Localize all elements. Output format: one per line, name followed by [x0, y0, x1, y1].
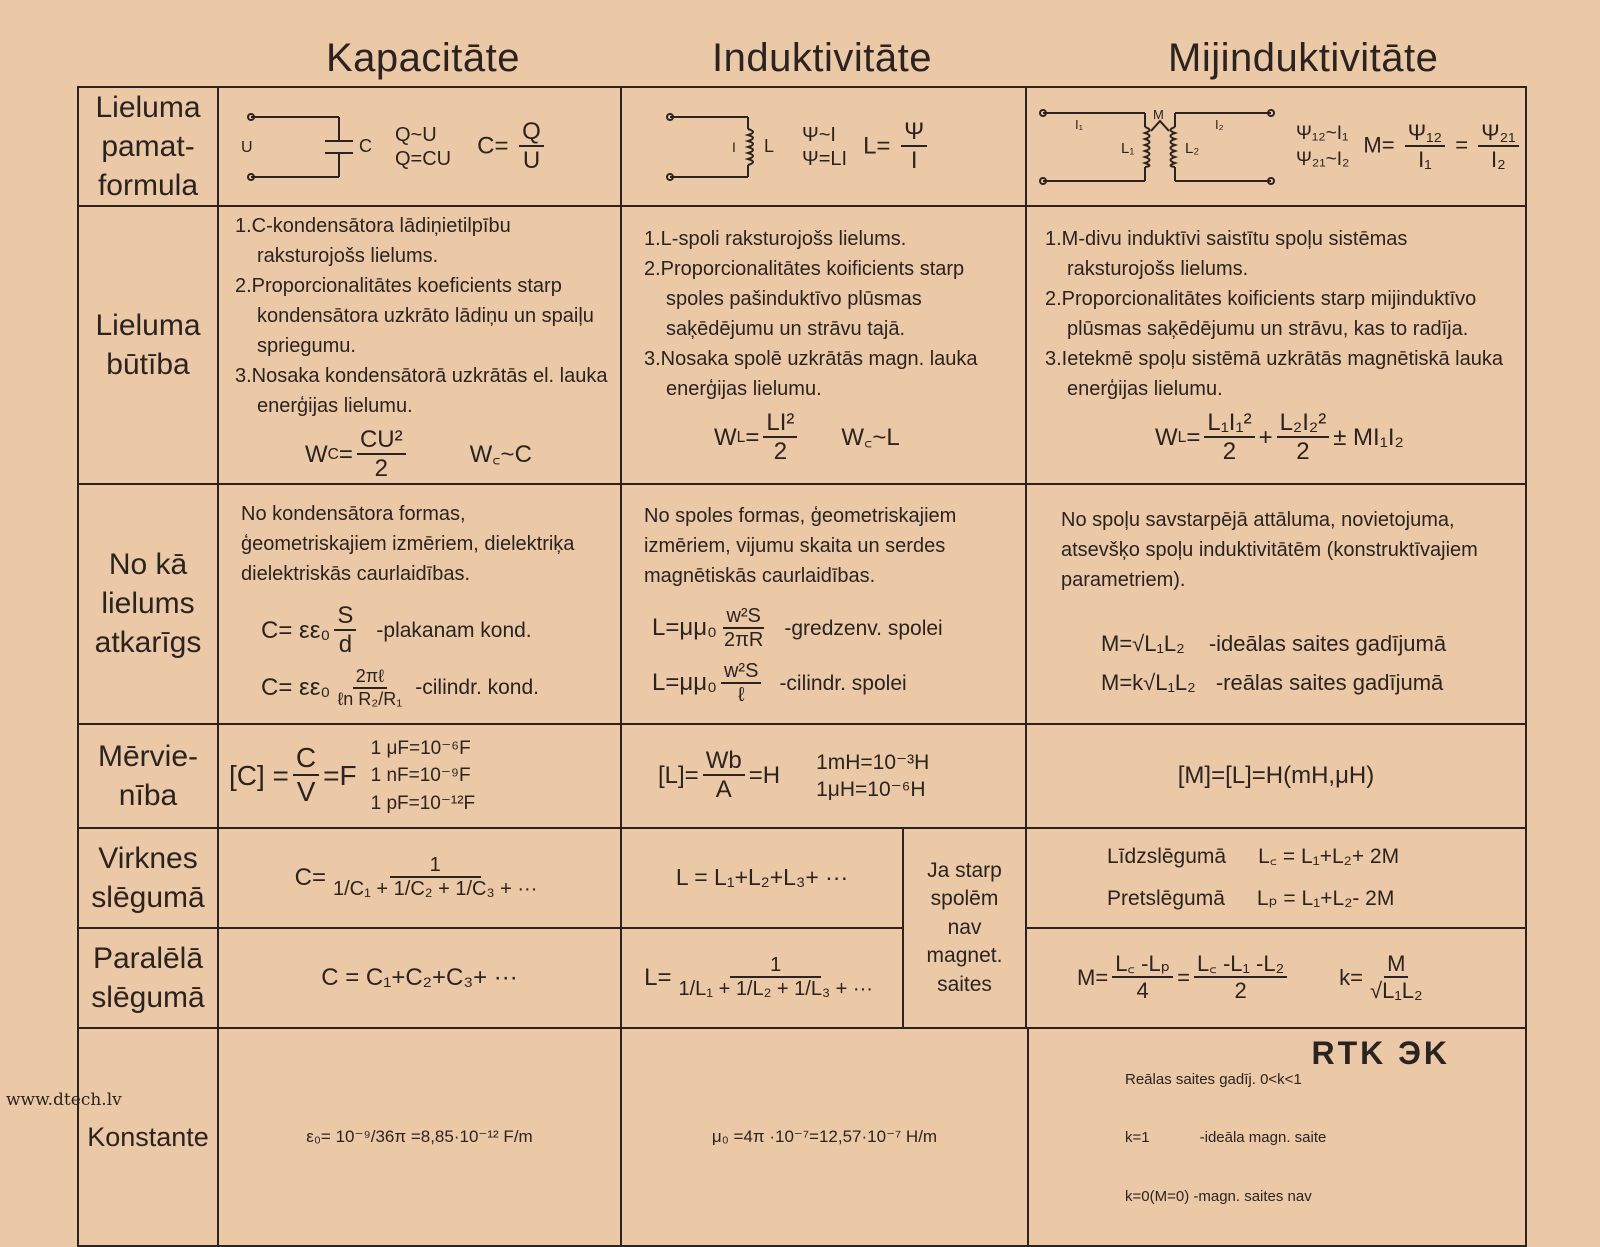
mut-formula-eq: =	[1455, 132, 1469, 158]
voltage-label: U	[241, 138, 253, 156]
ind-energy-sub: L	[736, 429, 746, 447]
row-series	[78, 828, 1526, 928]
mut-formula-cell	[1026, 87, 1526, 206]
header-capacitance: Kapacitāte	[326, 36, 521, 80]
mut-energy-num1: L₁I₁²	[1204, 410, 1254, 438]
ind-unit-cell	[621, 724, 1026, 828]
mut-dep-f2: M=k√L₁L₂	[1101, 669, 1196, 695]
mut-m-den1: 4	[1136, 978, 1149, 1004]
mut-energy-den2: 2	[1296, 438, 1310, 466]
mut-unit-cell	[1026, 724, 1526, 828]
ind-parallel-num: 1	[730, 954, 821, 978]
ind-parallel-cell	[621, 928, 903, 1028]
ind-formula-num: Ψ	[901, 119, 927, 147]
row-formula	[78, 87, 1526, 206]
coupling-real: Reālas saites gadīj. 0<k<1	[1125, 1070, 1302, 1088]
cap-essence-2: 2.Proporcionalitātes koeficients starp kondensātora uzkrāto lādiņu un spaiļu spriegumu.	[235, 275, 594, 357]
cap-parallel-cell	[218, 928, 621, 1028]
ind-energy-lhs: W	[714, 423, 737, 451]
cap-dep-f1-den: d	[338, 631, 353, 659]
cap-energy-den: 2	[374, 455, 388, 483]
mut-m-num2: L꜀ -L₁ -L₂	[1194, 952, 1287, 978]
cap-dep-f2-lhs: C= εε₀	[261, 673, 331, 701]
footer-url[interactable]: www.dtech.lv	[6, 1090, 122, 1110]
cap-energy-prop: W꜀~C	[469, 440, 532, 468]
mut-series-opposing: Lₚ = L₁+L₂- 2M	[1256, 886, 1395, 910]
row-depends	[78, 484, 1526, 724]
cap-formula-num: Q	[519, 119, 544, 147]
mut-k-num: M	[1384, 952, 1408, 978]
cap-energy-num: CU²	[357, 427, 406, 455]
ind-depends-cell	[621, 484, 1026, 724]
cap-dep-f1-lhs: C= εε₀	[261, 616, 331, 644]
coupling-ideal: k=1 -ideāla magn. saite	[1125, 1129, 1327, 1147]
ind-dep-f1-den: 2πR	[723, 628, 764, 651]
label-unit: Mērvie-nība	[78, 724, 218, 828]
ind-dep-f2-num: w²S	[721, 660, 761, 684]
ind-dep-f2-den: ℓ	[737, 683, 745, 706]
mut-formula-lhs: M=	[1363, 132, 1395, 158]
mut-formula-num2: Ψ₂₁	[1478, 121, 1518, 147]
cap-unit-den: V	[296, 776, 316, 808]
cap-depends-cell	[218, 484, 621, 724]
ind-energy-prop: W꜀~L	[841, 423, 900, 451]
mut-formula-den1: I₁	[1418, 146, 1432, 172]
ind-constant: μ₀ =4π ·10⁻⁷=12,57·10⁻⁷ H/m	[711, 1127, 938, 1147]
ind-unit-micro: 1μH=10⁻⁶H	[816, 777, 926, 801]
ind-essence-3: 3.Nosaka spolē uzkrātās magn. lauka enerģijas lielumu.	[644, 348, 978, 400]
coupled-coils-icon	[1035, 105, 1280, 189]
cap-unit-pico: 1 pF=10⁻¹²F	[370, 792, 476, 814]
mut-depends-cell	[1026, 484, 1526, 724]
ind-parallel-lhs: L=	[644, 963, 672, 991]
cap-dep-f2-den: ℓn R₂/R₁	[337, 688, 403, 709]
mut-depends-text: No spoļu savstarpējā attāluma, novietojuma, atsevšķo spoļu induktivitātēm (konstruktīvajiem parametriem).	[1061, 509, 1478, 592]
label-constant: Konstante	[78, 1028, 218, 1247]
mut-m-lhs: M=	[1077, 964, 1109, 990]
cap-unit-lhs: [C] =	[229, 759, 289, 791]
ind-unit-rhs: =H	[748, 761, 781, 789]
cap-definition: Q=CU	[395, 147, 452, 170]
row-parallel	[78, 928, 1526, 1028]
mut-k-lhs: k=	[1339, 964, 1364, 990]
current-label: I	[732, 138, 736, 155]
mut-energy-lhs: W	[1155, 423, 1178, 451]
ind-unit-num: Wb	[703, 748, 745, 776]
mut-constant-cell	[1027, 1029, 1525, 1246]
ind-energy-den: 2	[773, 438, 788, 466]
mut-m-den2: 2	[1234, 978, 1247, 1004]
cap-unit-num: C	[293, 743, 319, 776]
cap-dep-f2-note: -cilindr. kond.	[415, 676, 539, 700]
eps0-constant: ε₀= 10⁻⁹/36π =8,85·10⁻¹² F/m	[306, 1127, 533, 1147]
coil2-current-label: I₂	[1215, 116, 1224, 132]
cap-unit-rhs: =F	[323, 759, 357, 791]
reference-table	[77, 86, 1527, 1247]
mut-formula-den2: I₂	[1491, 146, 1506, 172]
ind-essence-cell: 1.L-spoli raksturojošs lielums. 2.Proporcionalitātes koificients starp spoles pašinduktīvo plūsmas saķēdējumu un strāvu tajā. 3.Nosaka spolē uzkrātās magn. lauka enerģijas lielumu. W L = $\frac{\text{LI²}}{2}$ W꜀~L	[621, 206, 1026, 484]
mut-dep-f1: M=√L₁L₂	[1101, 631, 1185, 657]
ind-depends-text: No spoles formas, ģeometriskajiem izmēriem, vijumu skaita un serdes magnētiskās caurlaidības.	[644, 504, 957, 587]
ind-essence-2: 2.Proporcionalitātes koificients starp spoles pašinduktīvo plūsmas saķēdējumu un strāvu tajā.	[644, 258, 965, 340]
inductor-label: L	[764, 135, 775, 156]
capacitor-label: C	[359, 135, 372, 156]
coil1-current-label: I₁	[1075, 116, 1083, 132]
ind-unit-lhs: [L]=	[658, 761, 699, 789]
ind-essence-1: 1.L-spoli raksturojošs lielums.	[644, 228, 907, 250]
row-essence	[78, 206, 1526, 484]
ind-energy-num: LI²	[763, 410, 797, 438]
cap-series-lhs: C=	[294, 863, 326, 891]
mut-series-aiding-label: Līdzslēgumā	[1107, 844, 1227, 868]
no-coupling-note: Ja starp spolēm nav magnet. saites	[926, 859, 1003, 996]
label-parallel: Paralēlā slēgumā	[78, 928, 218, 1028]
mut-parallel-cell	[1026, 928, 1526, 1028]
mut-dep-f1-note: -ideālas saites gadījumā	[1208, 631, 1447, 657]
cap-series-cell	[218, 828, 621, 928]
mut-essence-1: 1.M-divu induktīvi saistītu spoļu sistēmas raksturojošs lielums.	[1045, 228, 1408, 280]
cap-energy-sub: C	[327, 446, 339, 464]
ind-formula-cell	[621, 87, 1026, 206]
ind-unit-den: A	[715, 776, 732, 804]
cap-depends-text: No kondensātora formas, ģeometriskajiem izmēriem, dielektriķa dielektriskās caurlaidības.	[241, 502, 575, 585]
signature: RTK ЭK	[1311, 1035, 1450, 1071]
ind-proportional: Ψ~I	[802, 123, 836, 146]
cap-parallel: C = C₁+C₂+C₃+ ···	[321, 963, 518, 991]
cap-series-num: 1	[390, 854, 481, 878]
mut-series-cell	[1026, 828, 1526, 928]
ind-series-cell	[621, 828, 903, 928]
label-essence: Lieluma būtība	[78, 206, 218, 484]
cap-dep-f1-num: S	[334, 603, 356, 631]
ind-dep-f1-lhs: L=μμ₀	[652, 614, 717, 642]
cap-formula-lhs: C=	[477, 131, 509, 159]
cap-formula-cell	[218, 87, 621, 206]
mut-proportional-1: Ψ₁₂~I₁	[1296, 122, 1349, 144]
cap-constant-cell	[218, 1028, 621, 1247]
coil2-label: L₂	[1185, 139, 1200, 157]
cap-formula-den: U	[522, 146, 541, 174]
cap-essence-3: 3.Nosaka kondensātorā uzkrātās el. lauka enerģijas lielumu.	[235, 365, 608, 417]
ind-parallel-den: 1/L₁ + 1/L₂ + 1/L₃ + ···	[678, 978, 873, 1001]
mut-dep-f2-note: -reālas saites gadījumā	[1215, 669, 1444, 695]
mut-m-num1: L꜀ -Lₚ	[1112, 952, 1173, 978]
ind-unit-milli: 1mH=10⁻³H	[816, 750, 930, 774]
ind-dep-f2-note: -cilindr. spolei	[779, 671, 907, 695]
cap-unit-cell	[218, 724, 621, 828]
inductor-circuit-icon	[658, 107, 788, 187]
cap-unit-micro: 1 μF=10⁻⁶F	[370, 737, 471, 759]
cap-energy-lhs: W	[305, 440, 328, 468]
label-series: Virknes slēgumā	[78, 828, 218, 928]
ind-dep-f2-lhs: L=μμ₀	[652, 669, 717, 697]
cap-series-den: 1/C₁ + 1/C₂ + 1/C₃ + ···	[332, 878, 538, 901]
mut-essence-2: 2.Proporcionalitātes koificients starp mijinduktīvo plūsmas saķēdējumu un strāvu, kas to radīja.	[1045, 288, 1477, 340]
mut-series-aiding: L꜀ = L₁+L₂+ 2M	[1258, 844, 1400, 868]
row-constant	[78, 1028, 1526, 1247]
cap-dep-f2-num: 2πℓ	[353, 667, 387, 689]
header-inductance: Induktivitāte	[712, 36, 932, 80]
row-unit	[78, 724, 1526, 828]
mut-m-eq: =	[1177, 964, 1190, 990]
mut-essence-cell: 1.M-divu induktīvi saistītu spoļu sistēmas raksturojošs lielums. 2.Proporcionalitātes koificients starp mijinduktīvo plūsmas saķēdējumu un strāvu, kas to radīja. 3.Ietekmē spoļu sistēmā uzkrātās magnētiskā lauka enerģijas lielumu. W L = $\frac{\text{L₁I₁²}}{2}$ + $\frac{\text{L₂I₂²}}{2}$ ± MI₁I₂	[1026, 206, 1526, 484]
mut-proportional-2: Ψ₂₁~I₂	[1296, 148, 1350, 170]
mut-energy-den1: 2	[1222, 438, 1237, 466]
cap-dep-f1-note: -plakanam kond.	[376, 618, 532, 642]
cap-proportional: Q~U	[395, 123, 437, 146]
mut-energy-sub: L	[1177, 429, 1187, 447]
label-depends: No kā lielums atkarīgs	[78, 484, 218, 724]
coil1-label: L₁	[1121, 139, 1135, 157]
mut-series-opposing-label: Pretslēgumā	[1107, 886, 1225, 910]
label-formula: Lieluma pamat-formula	[78, 87, 218, 206]
mut-unit: [M]=[L]=H(mH,μH)	[1177, 761, 1375, 789]
mut-formula-num1: Ψ₁₂	[1405, 121, 1445, 147]
ind-series: L = L₁+L₂+L₃+ ···	[675, 864, 849, 891]
no-coupling-note-cell	[903, 828, 1026, 1028]
mut-energy-tail: ± MI₁I₂	[1333, 423, 1404, 451]
capacitor-circuit-icon	[239, 107, 379, 187]
mutual-label: M	[1153, 106, 1164, 122]
cap-essence-1: 1.C-kondensātora lādiņietilpību raksturojošs lielums.	[235, 215, 511, 267]
ind-definition: Ψ=LI	[802, 147, 848, 170]
ind-dep-f1-num: w²S	[723, 605, 763, 629]
ind-formula-den: I	[910, 146, 918, 174]
coupling-none: k=0(M=0) -magn. saites nav	[1125, 1187, 1312, 1205]
header-mutual-inductance: Mijinduktivitāte	[1168, 36, 1439, 80]
mut-energy-num2: L₂I₂²	[1277, 410, 1330, 438]
mut-k-den: √L₁L₂	[1370, 978, 1423, 1004]
mut-essence-3: 3.Ietekmē spoļu sistēmā uzkrātās magnētiskā lauka enerģijas lielumu.	[1045, 348, 1503, 400]
ind-formula-lhs: L=	[863, 131, 891, 159]
ind-dep-f1-note: -gredzenv. spolei	[784, 616, 943, 640]
cap-unit-nano: 1 nF=10⁻⁹F	[370, 765, 471, 787]
cap-essence-cell: 1.C-kondensātora lādiņietilpību raksturojošs lielums. 2.Proporcionalitātes koeficients starp kondensātora uzkrāto lādiņu un spaiļu spriegumu. 3.Nosaka kondensātorā uzkrātās el. lauka enerģijas lielumu. W C = $\frac{\text{CU²}}{2}$ W꜀~C	[218, 206, 621, 484]
